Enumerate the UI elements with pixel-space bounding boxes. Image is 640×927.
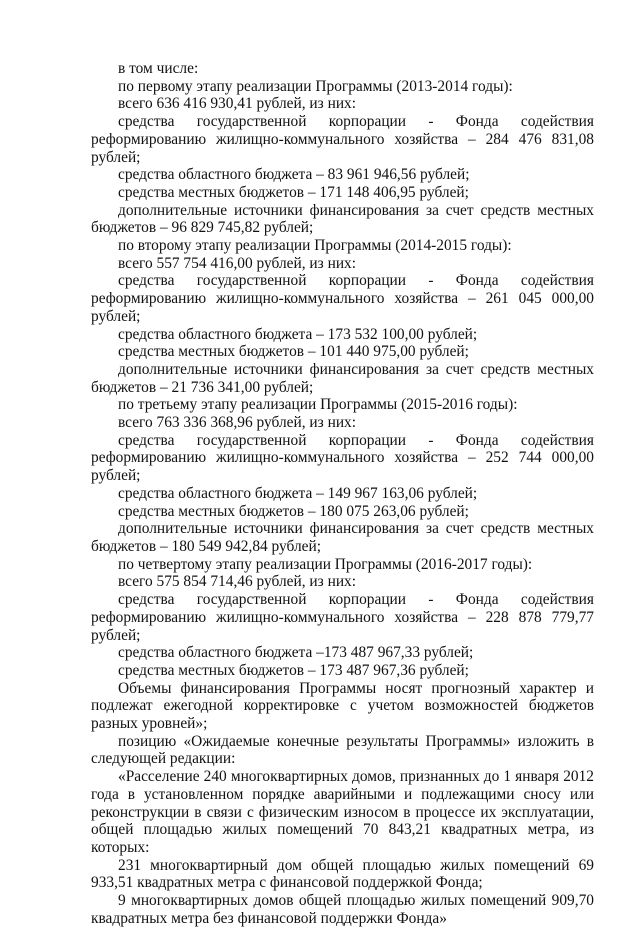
paragraph: по четвертому этапу реализации Программы (2016-2017 годы): xyxy=(118,555,533,573)
paragraph: всего 557 754 416,00 рублей, из них: xyxy=(118,254,357,272)
paragraph: «Расселение 240 многоквартирных домов, признанных до 1 января 2012 года в установленном порядке аварийными и подлежащими сносу или реконструкции в связи с физическим износом в процессе их эксплуатации, общей площадью жилых помещений 70 843,21 квадратных метра, из которых: xyxy=(91,768,594,856)
paragraph: средства государственной корпорации - Фонда содействия реформированию жилищно-коммунального хозяйства – 284 476 831,08 рублей; xyxy=(91,113,594,166)
paragraph: по третьему этапу реализации Программы (2015-2016 годы): xyxy=(118,396,518,414)
paragraph: по первому этапу реализации Программы (2013-2014 годы): xyxy=(118,77,513,95)
paragraph: дополнительные источники финансирования за счет средств местных бюджетов – 21 736 341,00 рублей; xyxy=(91,360,594,396)
document-body xyxy=(91,60,594,927)
paragraph: средства государственной корпорации - Фонда содействия реформированию жилищно-коммунального хозяйства – 261 045 000,00 рублей; xyxy=(91,272,594,325)
paragraph: всего 575 854 714,46 рублей, из них: xyxy=(118,573,357,591)
paragraph: средства областного бюджета – 149 967 163,06 рублей; xyxy=(118,484,478,502)
paragraph: средства местных бюджетов – 180 075 263,06 рублей; xyxy=(118,502,469,520)
paragraph: средства местных бюджетов – 173 487 967,36 рублей; xyxy=(118,661,469,679)
paragraph: средства государственной корпорации - Фонда содействия реформированию жилищно-коммунального хозяйства – 252 744 000,00 рублей; xyxy=(91,431,594,485)
paragraph: дополнительные источники финансирования за счет средств местных бюджетов – 96 829 745,82 рублей; xyxy=(91,201,594,237)
paragraph: средства областного бюджета –173 487 967,33 рублей; xyxy=(118,644,474,662)
paragraph: средства государственной корпорации - Фонда содействия реформированию жилищно-коммунального хозяйства – 228 878 779,77 рублей; xyxy=(91,591,594,644)
paragraph: дополнительные источники финансирования за счет средств местных бюджетов – 180 549 942,84 рублей; xyxy=(91,520,594,555)
paragraph: всего 636 416 930,41 рублей, из них: xyxy=(118,95,357,113)
paragraph: позицию «Ожидаемые конечные результаты Программы» изложить в следующей редакции: xyxy=(91,732,594,768)
paragraph: 231 многоквартирный дом общей площадью жилых помещений 69 933,51 квадратных метра с финансовой поддержкой Фонда; xyxy=(91,856,594,892)
paragraph: средства местных бюджетов – 101 440 975,00 рублей; xyxy=(118,343,469,361)
paragraph: средства местных бюджетов – 171 148 406,95 рублей; xyxy=(118,183,469,201)
paragraph: всего 763 336 368,96 рублей, из них: xyxy=(118,414,357,432)
paragraph: 9 многоквартирных домов общей площадью жилых помещений 909,70 квадратных метра без финансовой поддержки Фонда» xyxy=(91,892,594,927)
paragraph: в том числе: xyxy=(118,60,199,77)
paragraph: Объемы финансирования Программы носят прогнозный характер и подлежат ежегодной корректировке с учетом возможностей бюджетов разных уровней»; xyxy=(91,679,594,733)
paragraph: средства областного бюджета – 83 961 946,56 рублей; xyxy=(118,166,470,184)
paragraph: средства областного бюджета – 173 532 100,00 рублей; xyxy=(118,325,478,343)
paragraph: по второму этапу реализации Программы (2014-2015 годы): xyxy=(118,237,512,255)
